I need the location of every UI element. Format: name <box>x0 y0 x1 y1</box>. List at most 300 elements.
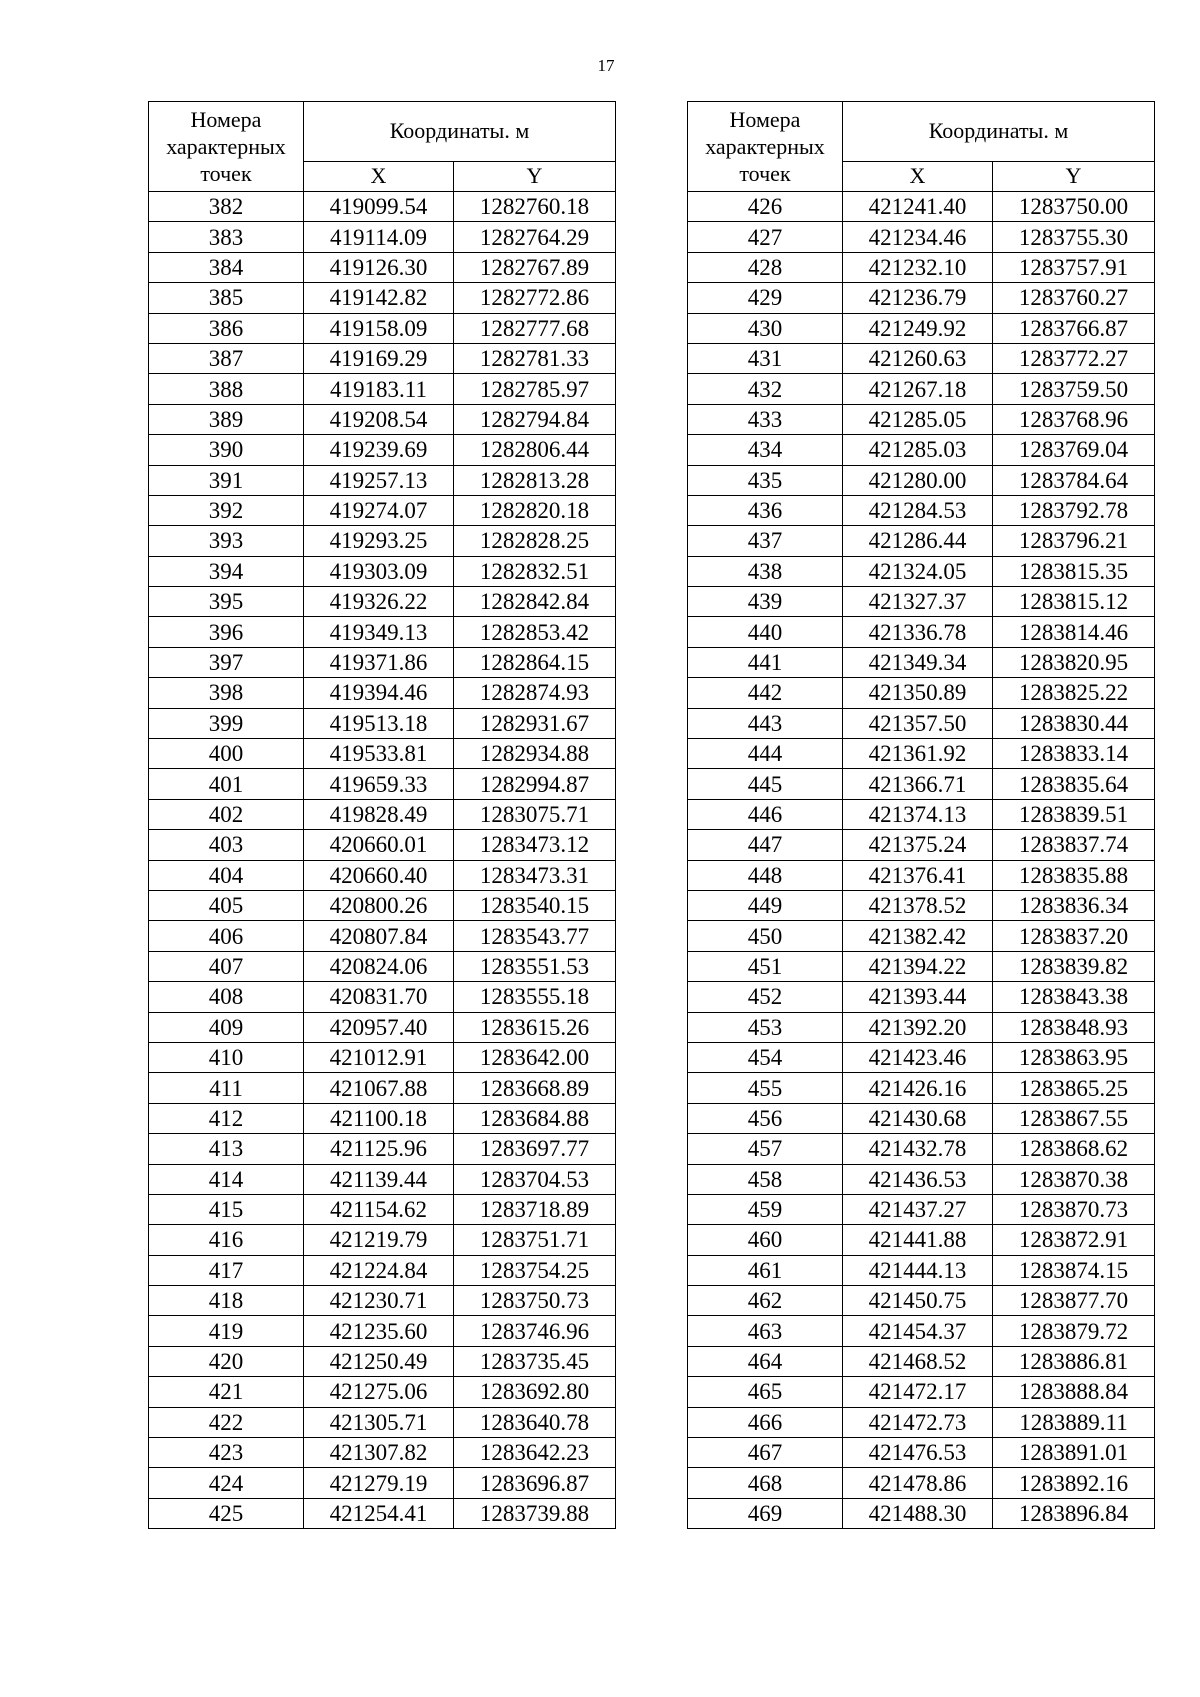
y-coordinate: 1283877.70 <box>993 1286 1155 1316</box>
point-number: 429 <box>688 283 843 313</box>
x-coordinate: 421241.40 <box>843 192 993 222</box>
point-number: 456 <box>688 1103 843 1133</box>
x-coordinate: 421275.06 <box>304 1377 454 1407</box>
y-coordinate: 1282785.97 <box>454 374 616 404</box>
table-row <box>688 1377 1155 1407</box>
x-coordinate: 421394.22 <box>843 951 993 981</box>
y-coordinate: 1282813.28 <box>454 465 616 495</box>
x-coordinate: 421305.71 <box>304 1407 454 1437</box>
point-number: 388 <box>149 374 304 404</box>
table-row <box>149 374 616 404</box>
y-coordinate: 1283750.00 <box>993 192 1155 222</box>
y-coordinate: 1283760.27 <box>993 283 1155 313</box>
x-coordinate: 420660.40 <box>304 860 454 890</box>
table-row <box>149 1042 616 1072</box>
point-number: 457 <box>688 1134 843 1164</box>
y-coordinate: 1283870.38 <box>993 1164 1155 1194</box>
point-number: 425 <box>149 1498 304 1528</box>
table-row <box>149 1073 616 1103</box>
x-coordinate: 421468.52 <box>843 1346 993 1376</box>
x-coordinate: 421392.20 <box>843 1012 993 1042</box>
table-row <box>688 1438 1155 1468</box>
table-row <box>688 313 1155 343</box>
table-row <box>149 252 616 282</box>
x-coordinate: 420807.84 <box>304 921 454 951</box>
point-number: 449 <box>688 890 843 920</box>
point-number: 417 <box>149 1255 304 1285</box>
y-coordinate: 1282828.25 <box>454 526 616 556</box>
table-row <box>688 1255 1155 1285</box>
x-coordinate: 419303.09 <box>304 556 454 586</box>
x-coordinate: 421279.19 <box>304 1468 454 1498</box>
y-coordinate: 1283759.50 <box>993 374 1155 404</box>
point-number: 420 <box>149 1346 304 1376</box>
point-number: 392 <box>149 495 304 525</box>
x-coordinate: 421139.44 <box>304 1164 454 1194</box>
table-row <box>149 1164 616 1194</box>
table-row <box>688 1407 1155 1437</box>
table-row <box>149 1255 616 1285</box>
x-coordinate: 419126.30 <box>304 252 454 282</box>
point-number: 469 <box>688 1498 843 1528</box>
point-number: 383 <box>149 222 304 252</box>
x-coordinate: 421366.71 <box>843 769 993 799</box>
table-row <box>688 799 1155 829</box>
x-coordinate: 421376.41 <box>843 860 993 890</box>
x-coordinate: 421235.60 <box>304 1316 454 1346</box>
x-coordinate: 419371.86 <box>304 647 454 677</box>
y-coordinate: 1283820.95 <box>993 647 1155 677</box>
x-coordinate: 421357.50 <box>843 708 993 738</box>
table-row <box>688 1194 1155 1224</box>
y-coordinate: 1283872.91 <box>993 1225 1155 1255</box>
table-row <box>688 1286 1155 1316</box>
table-row <box>149 404 616 434</box>
x-coordinate: 420957.40 <box>304 1012 454 1042</box>
table-row <box>149 1012 616 1042</box>
y-coordinate: 1283835.64 <box>993 769 1155 799</box>
y-coordinate: 1283555.18 <box>454 982 616 1012</box>
table-row <box>688 617 1155 647</box>
y-coordinate: 1283772.27 <box>993 343 1155 373</box>
table-row <box>688 465 1155 495</box>
y-coordinate: 1283692.80 <box>454 1377 616 1407</box>
point-number: 448 <box>688 860 843 890</box>
point-number: 447 <box>688 830 843 860</box>
point-number: 386 <box>149 313 304 343</box>
point-number: 421 <box>149 1377 304 1407</box>
header-coordinates: Координаты. м <box>843 102 1155 162</box>
table-row <box>149 587 616 617</box>
point-number: 427 <box>688 222 843 252</box>
table-row <box>149 222 616 252</box>
x-coordinate: 421067.88 <box>304 1073 454 1103</box>
y-coordinate: 1283837.74 <box>993 830 1155 860</box>
table-row <box>688 556 1155 586</box>
point-number: 403 <box>149 830 304 860</box>
table-row <box>149 192 616 222</box>
point-number: 439 <box>688 587 843 617</box>
x-coordinate: 421254.41 <box>304 1498 454 1528</box>
point-number: 390 <box>149 435 304 465</box>
point-number: 406 <box>149 921 304 951</box>
y-coordinate: 1283839.51 <box>993 799 1155 829</box>
x-coordinate: 421382.42 <box>843 921 993 951</box>
y-coordinate: 1283815.35 <box>993 556 1155 586</box>
y-coordinate: 1282777.68 <box>454 313 616 343</box>
x-coordinate: 421478.86 <box>843 1468 993 1498</box>
x-coordinate: 419828.49 <box>304 799 454 829</box>
point-number: 467 <box>688 1438 843 1468</box>
point-number: 450 <box>688 921 843 951</box>
x-coordinate: 421307.82 <box>304 1438 454 1468</box>
y-coordinate: 1282853.42 <box>454 617 616 647</box>
point-number: 430 <box>688 313 843 343</box>
x-coordinate: 421267.18 <box>843 374 993 404</box>
y-coordinate: 1283754.25 <box>454 1255 616 1285</box>
table-row <box>149 1103 616 1133</box>
header-coordinates: Координаты. м <box>304 102 616 162</box>
x-coordinate: 421436.53 <box>843 1164 993 1194</box>
x-coordinate: 421336.78 <box>843 617 993 647</box>
table-row <box>149 1194 616 1224</box>
y-coordinate: 1283704.53 <box>454 1164 616 1194</box>
y-coordinate: 1283746.96 <box>454 1316 616 1346</box>
x-coordinate: 421426.16 <box>843 1073 993 1103</box>
y-coordinate: 1283896.84 <box>993 1498 1155 1528</box>
table-row <box>149 556 616 586</box>
y-coordinate: 1283735.45 <box>454 1346 616 1376</box>
point-number: 464 <box>688 1346 843 1376</box>
y-coordinate: 1283836.34 <box>993 890 1155 920</box>
y-coordinate: 1283837.20 <box>993 921 1155 951</box>
table-row <box>149 982 616 1012</box>
point-number: 398 <box>149 678 304 708</box>
point-number: 436 <box>688 495 843 525</box>
x-coordinate: 421454.37 <box>843 1316 993 1346</box>
y-coordinate: 1283889.11 <box>993 1407 1155 1437</box>
y-coordinate: 1283833.14 <box>993 739 1155 769</box>
point-number: 418 <box>149 1286 304 1316</box>
point-number: 444 <box>688 739 843 769</box>
y-coordinate: 1283696.87 <box>454 1468 616 1498</box>
y-coordinate: 1283868.62 <box>993 1134 1155 1164</box>
point-number: 393 <box>149 526 304 556</box>
y-coordinate: 1283543.77 <box>454 921 616 951</box>
table-row <box>688 1468 1155 1498</box>
y-coordinate: 1283075.71 <box>454 799 616 829</box>
x-coordinate: 419239.69 <box>304 435 454 465</box>
y-coordinate: 1282772.86 <box>454 283 616 313</box>
point-number: 446 <box>688 799 843 829</box>
table-row <box>149 1346 616 1376</box>
table-row <box>688 343 1155 373</box>
table-row <box>688 708 1155 738</box>
y-coordinate: 1282820.18 <box>454 495 616 525</box>
x-coordinate: 421219.79 <box>304 1225 454 1255</box>
y-coordinate: 1283766.87 <box>993 313 1155 343</box>
x-coordinate: 421472.73 <box>843 1407 993 1437</box>
table-row <box>149 921 616 951</box>
y-coordinate: 1283751.71 <box>454 1225 616 1255</box>
header-points: Номера характерных точек <box>688 102 843 192</box>
x-coordinate: 420831.70 <box>304 982 454 1012</box>
y-coordinate: 1282806.44 <box>454 435 616 465</box>
table-row <box>149 1438 616 1468</box>
y-coordinate: 1282781.33 <box>454 343 616 373</box>
point-number: 468 <box>688 1468 843 1498</box>
x-coordinate: 421280.00 <box>843 465 993 495</box>
point-number: 423 <box>149 1438 304 1468</box>
x-coordinate: 419293.25 <box>304 526 454 556</box>
x-coordinate: 419099.54 <box>304 192 454 222</box>
table-row <box>688 495 1155 525</box>
table-row <box>688 1498 1155 1528</box>
y-coordinate: 1282767.89 <box>454 252 616 282</box>
table-row <box>688 192 1155 222</box>
y-coordinate: 1283879.72 <box>993 1316 1155 1346</box>
point-number: 455 <box>688 1073 843 1103</box>
x-coordinate: 421285.05 <box>843 404 993 434</box>
table-row <box>688 1316 1155 1346</box>
point-number: 382 <box>149 192 304 222</box>
y-coordinate: 1282934.88 <box>454 739 616 769</box>
y-coordinate: 1282874.93 <box>454 678 616 708</box>
table-row <box>688 982 1155 1012</box>
table-row <box>149 890 616 920</box>
point-number: 391 <box>149 465 304 495</box>
table-row <box>149 1134 616 1164</box>
point-number: 419 <box>149 1316 304 1346</box>
y-coordinate: 1283892.16 <box>993 1468 1155 1498</box>
point-number: 452 <box>688 982 843 1012</box>
point-number: 428 <box>688 252 843 282</box>
x-coordinate: 421450.75 <box>843 1286 993 1316</box>
point-number: 460 <box>688 1225 843 1255</box>
table-row <box>149 647 616 677</box>
x-coordinate: 421375.24 <box>843 830 993 860</box>
point-number: 405 <box>149 890 304 920</box>
point-number: 461 <box>688 1255 843 1285</box>
x-coordinate: 421361.92 <box>843 739 993 769</box>
x-coordinate: 421125.96 <box>304 1134 454 1164</box>
point-number: 412 <box>149 1103 304 1133</box>
point-number: 401 <box>149 769 304 799</box>
y-coordinate: 1283835.88 <box>993 860 1155 890</box>
point-number: 431 <box>688 343 843 373</box>
table-row <box>688 890 1155 920</box>
x-coordinate: 421327.37 <box>843 587 993 617</box>
point-number: 443 <box>688 708 843 738</box>
y-coordinate: 1283792.78 <box>993 495 1155 525</box>
y-coordinate: 1282931.67 <box>454 708 616 738</box>
point-number: 395 <box>149 587 304 617</box>
y-coordinate: 1283867.55 <box>993 1103 1155 1133</box>
point-number: 451 <box>688 951 843 981</box>
table-row <box>149 283 616 313</box>
x-coordinate: 421374.13 <box>843 799 993 829</box>
table-row <box>688 283 1155 313</box>
table-row <box>688 252 1155 282</box>
point-number: 466 <box>688 1407 843 1437</box>
y-coordinate: 1283815.12 <box>993 587 1155 617</box>
table-row <box>688 647 1155 677</box>
y-coordinate: 1283757.91 <box>993 252 1155 282</box>
table-row <box>688 1012 1155 1042</box>
x-coordinate: 421012.91 <box>304 1042 454 1072</box>
point-number: 434 <box>688 435 843 465</box>
point-number: 409 <box>149 1012 304 1042</box>
x-coordinate: 421350.89 <box>843 678 993 708</box>
y-coordinate: 1283848.93 <box>993 1012 1155 1042</box>
x-coordinate: 421324.05 <box>843 556 993 586</box>
x-coordinate: 421432.78 <box>843 1134 993 1164</box>
x-coordinate: 419513.18 <box>304 708 454 738</box>
table-row <box>149 1225 616 1255</box>
header-x: X <box>304 161 454 191</box>
y-coordinate: 1283615.26 <box>454 1012 616 1042</box>
x-coordinate: 419208.54 <box>304 404 454 434</box>
y-coordinate: 1282994.87 <box>454 769 616 799</box>
y-coordinate: 1283839.82 <box>993 951 1155 981</box>
x-coordinate: 419142.82 <box>304 283 454 313</box>
table-row <box>149 1468 616 1498</box>
y-coordinate: 1282832.51 <box>454 556 616 586</box>
x-coordinate: 421441.88 <box>843 1225 993 1255</box>
y-coordinate: 1282760.18 <box>454 192 616 222</box>
y-coordinate: 1283891.01 <box>993 1438 1155 1468</box>
x-coordinate: 421349.34 <box>843 647 993 677</box>
table-row <box>149 313 616 343</box>
y-coordinate: 1283640.78 <box>454 1407 616 1437</box>
x-coordinate: 419257.13 <box>304 465 454 495</box>
point-number: 440 <box>688 617 843 647</box>
page-number: 17 <box>597 56 615 75</box>
table-row <box>688 222 1155 252</box>
table-row <box>149 526 616 556</box>
x-coordinate: 421260.63 <box>843 343 993 373</box>
coordinates-table-right <box>687 101 1155 1529</box>
table-row <box>149 739 616 769</box>
y-coordinate: 1283551.53 <box>454 951 616 981</box>
point-number: 400 <box>149 739 304 769</box>
point-number: 426 <box>688 192 843 222</box>
table-row <box>149 1286 616 1316</box>
y-coordinate: 1283768.96 <box>993 404 1155 434</box>
table-row <box>688 1103 1155 1133</box>
header-points: Номера характерных точек <box>149 102 304 192</box>
x-coordinate: 421488.30 <box>843 1498 993 1528</box>
table-row <box>149 465 616 495</box>
point-number: 387 <box>149 343 304 373</box>
y-coordinate: 1283642.23 <box>454 1438 616 1468</box>
x-coordinate: 419349.13 <box>304 617 454 647</box>
y-coordinate: 1283718.89 <box>454 1194 616 1224</box>
y-coordinate: 1283697.77 <box>454 1134 616 1164</box>
x-coordinate: 419158.09 <box>304 313 454 343</box>
table-row <box>688 1164 1155 1194</box>
point-number: 465 <box>688 1377 843 1407</box>
table-row <box>688 1073 1155 1103</box>
y-coordinate: 1283830.44 <box>993 708 1155 738</box>
x-coordinate: 419183.11 <box>304 374 454 404</box>
y-coordinate: 1283863.95 <box>993 1042 1155 1072</box>
table-row <box>688 526 1155 556</box>
x-coordinate: 421284.53 <box>843 495 993 525</box>
x-coordinate: 421378.52 <box>843 890 993 920</box>
x-coordinate: 421100.18 <box>304 1103 454 1133</box>
point-number: 385 <box>149 283 304 313</box>
table-row <box>688 587 1155 617</box>
x-coordinate: 421437.27 <box>843 1194 993 1224</box>
point-number: 404 <box>149 860 304 890</box>
point-number: 413 <box>149 1134 304 1164</box>
table-row <box>149 799 616 829</box>
table-row <box>149 769 616 799</box>
y-coordinate: 1283684.88 <box>454 1103 616 1133</box>
y-coordinate: 1283750.73 <box>454 1286 616 1316</box>
x-coordinate: 420800.26 <box>304 890 454 920</box>
point-number: 432 <box>688 374 843 404</box>
point-number: 422 <box>149 1407 304 1437</box>
point-number: 402 <box>149 799 304 829</box>
point-number: 389 <box>149 404 304 434</box>
y-coordinate: 1283886.81 <box>993 1346 1155 1376</box>
y-coordinate: 1283874.15 <box>993 1255 1155 1285</box>
x-coordinate: 421230.71 <box>304 1286 454 1316</box>
point-number: 415 <box>149 1194 304 1224</box>
y-coordinate: 1283739.88 <box>454 1498 616 1528</box>
x-coordinate: 421444.13 <box>843 1255 993 1285</box>
table-row <box>149 343 616 373</box>
table-row <box>688 921 1155 951</box>
x-coordinate: 421224.84 <box>304 1255 454 1285</box>
y-coordinate: 1283814.46 <box>993 617 1155 647</box>
y-coordinate: 1282842.84 <box>454 587 616 617</box>
x-coordinate: 419114.09 <box>304 222 454 252</box>
y-coordinate: 1282794.84 <box>454 404 616 434</box>
x-coordinate: 421154.62 <box>304 1194 454 1224</box>
y-coordinate: 1283825.22 <box>993 678 1155 708</box>
point-number: 438 <box>688 556 843 586</box>
x-coordinate: 421476.53 <box>843 1438 993 1468</box>
coordinates-table-left <box>148 101 616 1529</box>
y-coordinate: 1283540.15 <box>454 890 616 920</box>
header-y: Y <box>993 161 1155 191</box>
point-number: 397 <box>149 647 304 677</box>
point-number: 399 <box>149 708 304 738</box>
x-coordinate: 419274.07 <box>304 495 454 525</box>
point-number: 394 <box>149 556 304 586</box>
point-number: 462 <box>688 1286 843 1316</box>
point-number: 437 <box>688 526 843 556</box>
x-coordinate: 421393.44 <box>843 982 993 1012</box>
point-number: 459 <box>688 1194 843 1224</box>
point-number: 384 <box>149 252 304 282</box>
table-row <box>688 1346 1155 1376</box>
point-number: 435 <box>688 465 843 495</box>
point-number: 454 <box>688 1042 843 1072</box>
table-row <box>688 1134 1155 1164</box>
table-row <box>688 435 1155 465</box>
x-coordinate: 421285.03 <box>843 435 993 465</box>
x-coordinate: 421423.46 <box>843 1042 993 1072</box>
point-number: 453 <box>688 1012 843 1042</box>
x-coordinate: 421472.17 <box>843 1377 993 1407</box>
table-row <box>688 404 1155 434</box>
point-number: 410 <box>149 1042 304 1072</box>
x-coordinate: 420660.01 <box>304 830 454 860</box>
